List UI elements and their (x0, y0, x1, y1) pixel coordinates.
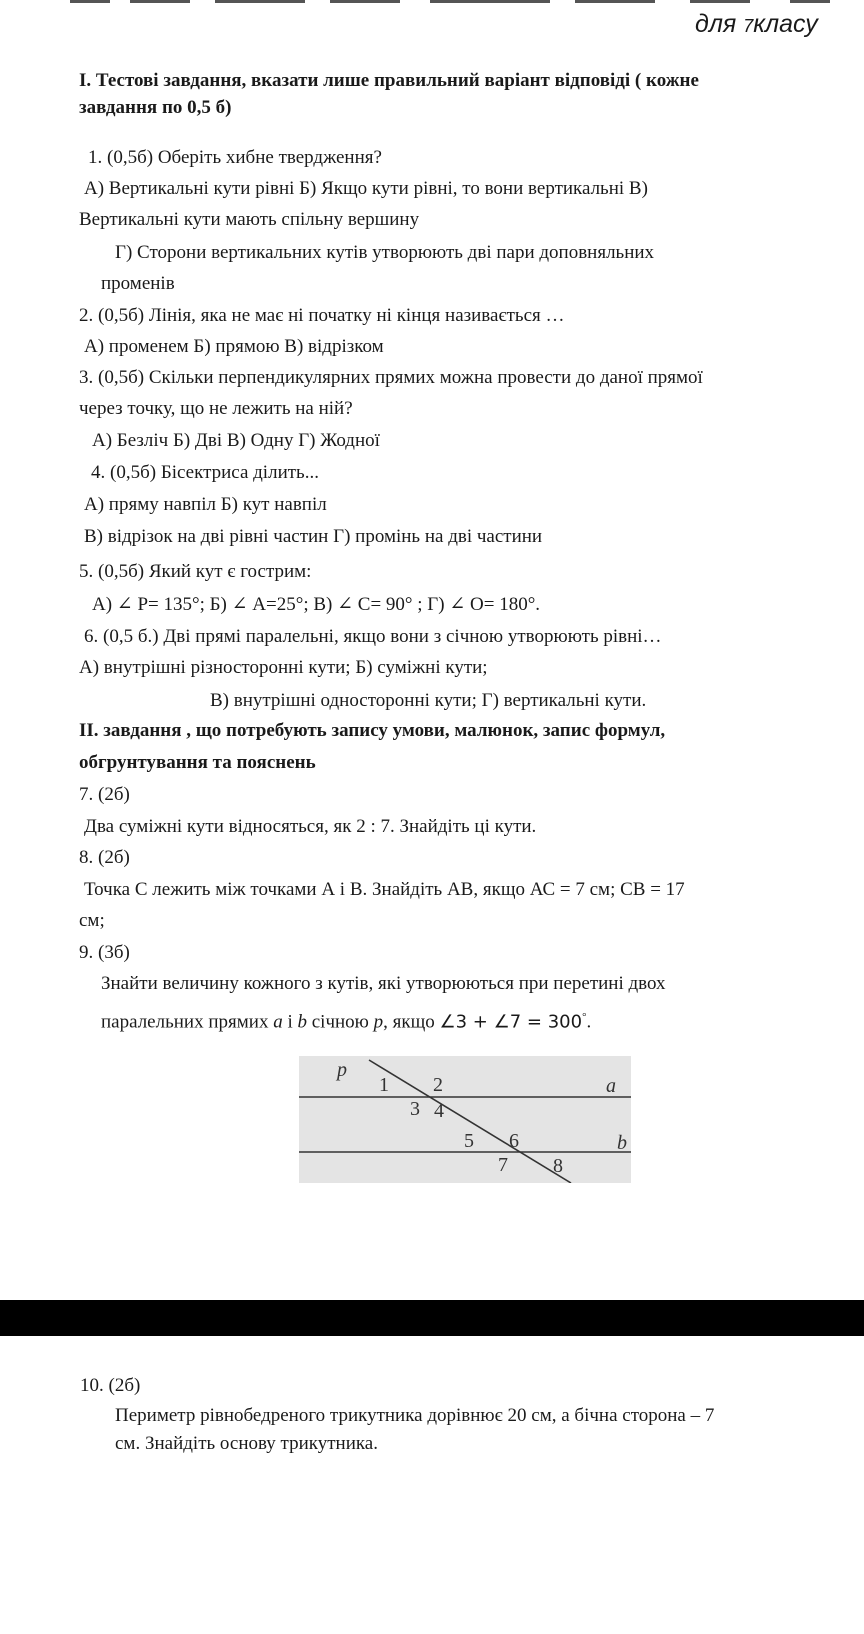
q8-number: 8. (2б) (79, 847, 130, 868)
q1-options-line1: А) Вертикальні кути рівні Б) Якщо кути рівні, то вони вертикальні В) (84, 178, 648, 199)
q4-question: 4. (0,5б) Бісектриса ділить... (91, 462, 319, 483)
q6-options-line2: В) внутрішні односторонні кути; Г) вертикальні кути. (210, 690, 647, 711)
angle-label-5: 5 (464, 1130, 474, 1152)
grade-number: 7 (743, 16, 754, 36)
q9-text-part4: , якщо (383, 1011, 440, 1033)
parallel-lines-figure (299, 1056, 631, 1183)
q8-text-line2: см; (79, 910, 105, 931)
label-b: b (617, 1132, 627, 1154)
q9-formula: ∠3 + ∠7 = 300 (439, 1011, 583, 1033)
q9-text-part1: паралельних прямих (101, 1011, 274, 1033)
q6-question: 6. (0,5 б.) Дві прямі паралельні, якщо вони з січною утворюють рівні… (84, 626, 662, 647)
q9-var-a: a (273, 1011, 283, 1033)
q3-question-line2: через точку, що не лежить на ній? (79, 398, 353, 419)
section2-title-line1: II. завдання , що потребують запису умови, малюнок, запис формул, (79, 720, 666, 741)
q1-options-line2: Вертикальні кути мають спільну вершину (79, 209, 420, 230)
q9-text-part3: січною (306, 1011, 374, 1033)
figure-background (299, 1056, 631, 1183)
angle-label-6: 6 (509, 1130, 519, 1152)
q5-question: 5. (0,5б) Який кут є гострим: (79, 561, 312, 582)
q10-text-line2: см. Знайдіть основу трикутника. (115, 1433, 378, 1454)
section1-title-line1: I. Тестові завдання, вказати лише правильний варіант відповіді ( кожне (79, 70, 699, 91)
q3-question-line1: 3. (0,5б) Скільки перпендикулярних прямих можна провести до даної прямої (79, 367, 703, 388)
grade-prefix: для (695, 10, 737, 38)
q8-text-line1: Точка С лежить між точками А і В. Знайдіть АВ, якщо АС = 7 см; СВ = 17 (84, 879, 685, 900)
angle-label-7: 7 (498, 1154, 508, 1176)
angle-label-2: 2 (433, 1074, 443, 1096)
q7-number: 7. (2б) (79, 784, 130, 805)
q10-number: 10. (2б) (80, 1375, 141, 1396)
q6-options-line1: А) внутрішні різносторонні кути; Б) суміжні кути; (79, 657, 488, 678)
q9-end: . (586, 1011, 592, 1033)
q9-text-part2: і (282, 1011, 298, 1033)
q9-text-line2 (101, 1006, 591, 1033)
q3-options: А) Безліч Б) Дві В) Одну Г) Жодної (92, 430, 380, 451)
angle-label-4: 4 (434, 1100, 444, 1122)
q2-question: 2. (0,5б) Лінія, яка не має ні початку ні кінця називається … (79, 305, 565, 326)
grade-suffix: класу (753, 10, 818, 38)
q5-options: А) ∠ P= 135°; Б) ∠ A=25°; В) ∠ C= 90° ; Г) ∠ O= 180°. (92, 594, 541, 615)
q4-options-line1: А) пряму навпіл Б) кут навпіл (84, 494, 327, 515)
angle-label-8: 8 (553, 1155, 563, 1177)
section2-title-line2: обгрунтування та пояснень (79, 752, 316, 773)
cropped-title-line (0, 0, 864, 4)
q9-var-p: p (373, 1011, 384, 1033)
page-separator (0, 1300, 864, 1336)
q9-number: 9. (3б) (79, 942, 130, 963)
label-a: a (606, 1075, 616, 1097)
angle-label-1: 1 (379, 1074, 389, 1096)
label-p: p (337, 1059, 347, 1081)
q7-text: Два суміжні кути відносяться, як 2 : 7. Знайдіть ці кути. (84, 816, 537, 837)
q1-options-line4: променів (101, 273, 175, 294)
q4-options-line2: В) відрізок на дві рівні частин Г) промінь на дві частини (84, 526, 543, 547)
q9-degree: ° (582, 1011, 587, 1023)
q1-question: 1. (0,5б) Оберіть хибне твердження? (88, 147, 382, 168)
q9-var-b: b (297, 1011, 307, 1033)
angle-label-3: 3 (410, 1098, 420, 1120)
grade-label (695, 10, 818, 39)
section1-title-line2: завдання по 0,5 б) (79, 97, 232, 118)
q10-text-line1: Периметр рівнобедреного трикутника дорівнює 20 см, а бічна сторона – 7 (115, 1405, 715, 1426)
q9-text-line1: Знайти величину кожного з кутів, які утворюються при перетині двох (101, 973, 666, 994)
q1-options-line3: Г) Сторони вертикальних кутів утворюють дві пари доповняльних (115, 242, 655, 263)
q2-options: А) променем Б) прямою В) відрізком (84, 336, 384, 357)
